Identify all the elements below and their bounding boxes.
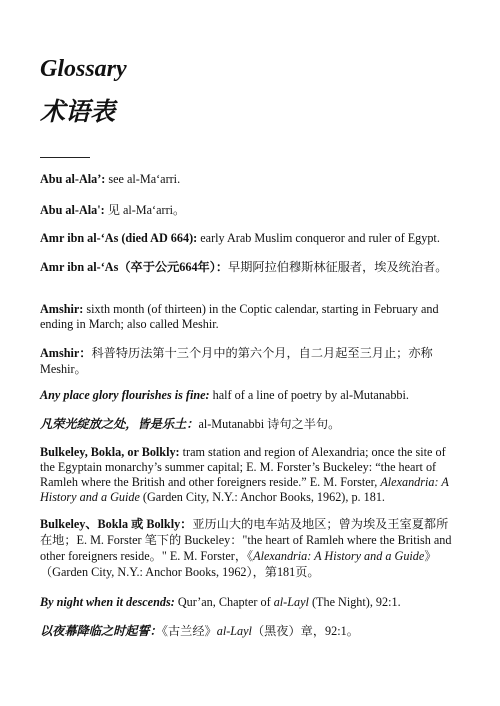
entry-definition-end: (The Night), 92:1. [308, 595, 401, 609]
entry-term: By night when it descends: [40, 595, 175, 609]
entry-surah-name: al-Layl [216, 624, 252, 638]
entry-book-title: Alexandria: A History and a Guide [40, 475, 449, 504]
entry-term: Bulkeley、Bokla 或 Bolkly： [40, 517, 193, 531]
entry-book-title: Alexandria: A History and a Guide [253, 549, 425, 563]
entry-surah-name: al-Layl [273, 595, 309, 609]
title-divider [40, 157, 90, 158]
entry-definition: 早期阿拉伯穆斯林征服者，埃及统治者。 [228, 260, 448, 274]
entry-term: Any place glory flourishes is fine: [40, 388, 210, 402]
page-title-english: Glossary [40, 56, 127, 82]
entry-term: Amr ibn al-‘As（卒于公元664年）： [40, 260, 229, 274]
entry-definition-end: （黑夜）章，92:1。 [251, 624, 359, 638]
entry-term: Abu al-Ala': [40, 203, 105, 217]
entry-definition: tram station and region of Alexandria; once the site of the Egyptain monarchy’s summer capital; E. M. Forster’s Buckeley: “the heart of Ramleh where the British and other foreigners reside.” E. M. Forster, [40, 445, 446, 489]
entry-definition: early Arab Muslim conqueror and ruler of Egypt. [197, 231, 440, 245]
entry-definition: 科普特历法第十三个月中的第六个月，自二月起至三月止；亦称 Meshir。 [40, 346, 433, 376]
entry-term: 以夜幕降临之时起誓： [40, 624, 162, 638]
entry-term: Amshir： [40, 346, 92, 360]
entry-definition: sixth month (of thirteen) in the Coptic calendar, starting in February and ending in March; also called Meshir. [40, 302, 439, 331]
glossary-entry [40, 172, 460, 187]
entry-term: 凡荣光绽放之处，皆是乐土： [40, 417, 199, 431]
entry-definition: al-Mutanabbi 诗句之半句。 [198, 417, 341, 431]
entry-term: Abu al-Ala’: [40, 172, 106, 186]
glossary-entry [40, 302, 460, 332]
entry-definition: Qur’an, Chapter of [174, 595, 274, 609]
glossary-entry [40, 345, 460, 377]
glossary-entry [40, 623, 460, 639]
page-title-chinese: 术语表 [40, 97, 116, 126]
entry-definition-end: (Garden City, N.Y.: Anchor Books, 1962), p. 181. [139, 490, 385, 504]
glossary-entry [40, 416, 460, 432]
entry-definition: 《古兰经》 [161, 624, 217, 638]
entry-term: Bulkeley, Bokla, or Bolkly: [40, 445, 180, 459]
glossary-entry [40, 202, 460, 218]
glossary-entry [40, 259, 460, 275]
glossary-entry [40, 388, 460, 403]
glossary-entry [40, 231, 460, 246]
glossary-entry [40, 595, 460, 610]
entry-definition: see al-Ma‘arri. [105, 172, 181, 186]
entry-term: Amshir: [40, 302, 84, 316]
glossary-entry [40, 445, 460, 505]
entry-definition: 见 al-Ma‘arri。 [104, 203, 186, 217]
entry-definition-end: 》（Garden City, N.Y.: Anchor Books, 1962），第181页。 [40, 549, 437, 579]
glossary-entry [40, 516, 460, 580]
entry-definition: half of a line of poetry by al-Mutanabbi. [209, 388, 409, 402]
entry-definition: 亚历山大的电车站及地区；曾为埃及王室夏都所在地；E. M. Forster 笔下的 Buckeley："the heart of Ramleh where the British and other foreigners reside。" E. M. Forster，《 [40, 517, 452, 563]
entry-term: Amr ibn al-‘As (died AD 664): [40, 231, 198, 245]
